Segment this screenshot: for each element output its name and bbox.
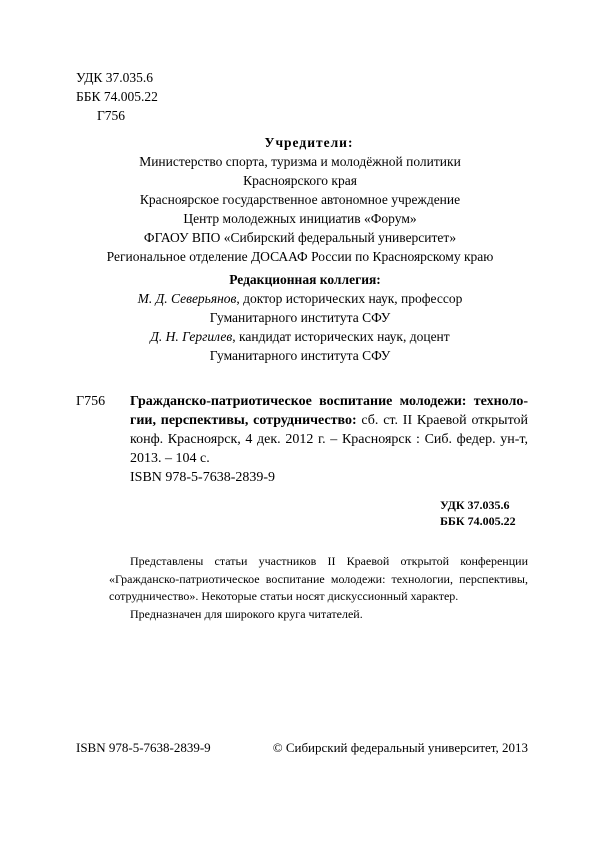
biblio-title-bold: гии, перспективы, сотрудничество: bbox=[130, 413, 357, 428]
footer-copyright: © Сибирский федеральный университет, 2013 bbox=[272, 740, 528, 755]
biblio-title-line: Гражданско-патриотическое воспитание молодежи: техноло- bbox=[130, 394, 528, 409]
founder-line: Красноярского края bbox=[243, 173, 357, 188]
founder-line: Центр молодежных инициатив «Форум» bbox=[183, 211, 417, 226]
biblio-title-line bbox=[130, 411, 528, 430]
biblio-record bbox=[130, 392, 528, 487]
biblio-sign: Г756 bbox=[76, 394, 106, 409]
biblio-title-rest: сб. ст. II Краевой открытой bbox=[356, 413, 529, 428]
annotation-block bbox=[109, 553, 528, 623]
founder-line: Красноярское государственное автономное учреждение bbox=[139, 192, 461, 207]
founders-block bbox=[0, 133, 600, 266]
classification-block bbox=[76, 68, 158, 125]
annotation-paragraph: Представлены статьи участников II Краевой открытой конференции «Гражданско-патриотическое воспитание молодежи: технологии, перспективы, сотрудничество». Некоторые статьи носят дискуссионный характер. bbox=[109, 554, 528, 603]
editor-role: , кандидат исторических наук, доцент bbox=[232, 329, 450, 344]
editor-role: , доктор исторических наук, профессор bbox=[236, 291, 463, 306]
editor-line bbox=[0, 289, 600, 308]
editorial-heading: Редакционная коллегия: bbox=[229, 272, 381, 287]
biblio-codes bbox=[440, 497, 516, 529]
annotation-paragraph: Предназначен для широкого круга читателей. bbox=[130, 606, 363, 621]
editor-line bbox=[0, 327, 600, 346]
biblio-extent: 2013. – 104 с. bbox=[130, 451, 210, 466]
author-sign: Г756 bbox=[97, 108, 126, 123]
udk-code: УДК 37.035.6 bbox=[76, 70, 154, 85]
biblio-bbk: ББК 74.005.22 bbox=[440, 514, 516, 528]
bbk-code: ББК 74.005.22 bbox=[76, 89, 158, 104]
founders-heading: Учредители: bbox=[264, 135, 354, 150]
editor-affiliation: Гуманитарного института СФУ bbox=[209, 348, 391, 363]
biblio-isbn: ISBN 978-5-7638-2839-9 bbox=[130, 470, 276, 485]
editor-name: Д. Н. Гергилев bbox=[150, 329, 233, 344]
editor-name: М. Д. Северьянов bbox=[137, 291, 237, 306]
biblio-udk: УДК 37.035.6 bbox=[440, 498, 510, 512]
footer-isbn: ISBN 978-5-7638-2839-9 bbox=[76, 740, 211, 755]
editor-affiliation: Гуманитарного института СФУ bbox=[209, 310, 391, 325]
editorial-board-block bbox=[0, 270, 600, 365]
founder-line: ФГАОУ ВПО «Сибирский федеральный университет» bbox=[143, 230, 457, 245]
biblio-imprint: конф. Красноярск, 4 дек. 2012 г. – Красноярск : Сиб. федер. ун-т, bbox=[130, 432, 528, 447]
founder-line: Министерство спорта, туризма и молодёжной политики bbox=[139, 154, 461, 169]
founder-line: Региональное отделение ДОСААФ России по Красноярскому краю bbox=[106, 249, 494, 264]
